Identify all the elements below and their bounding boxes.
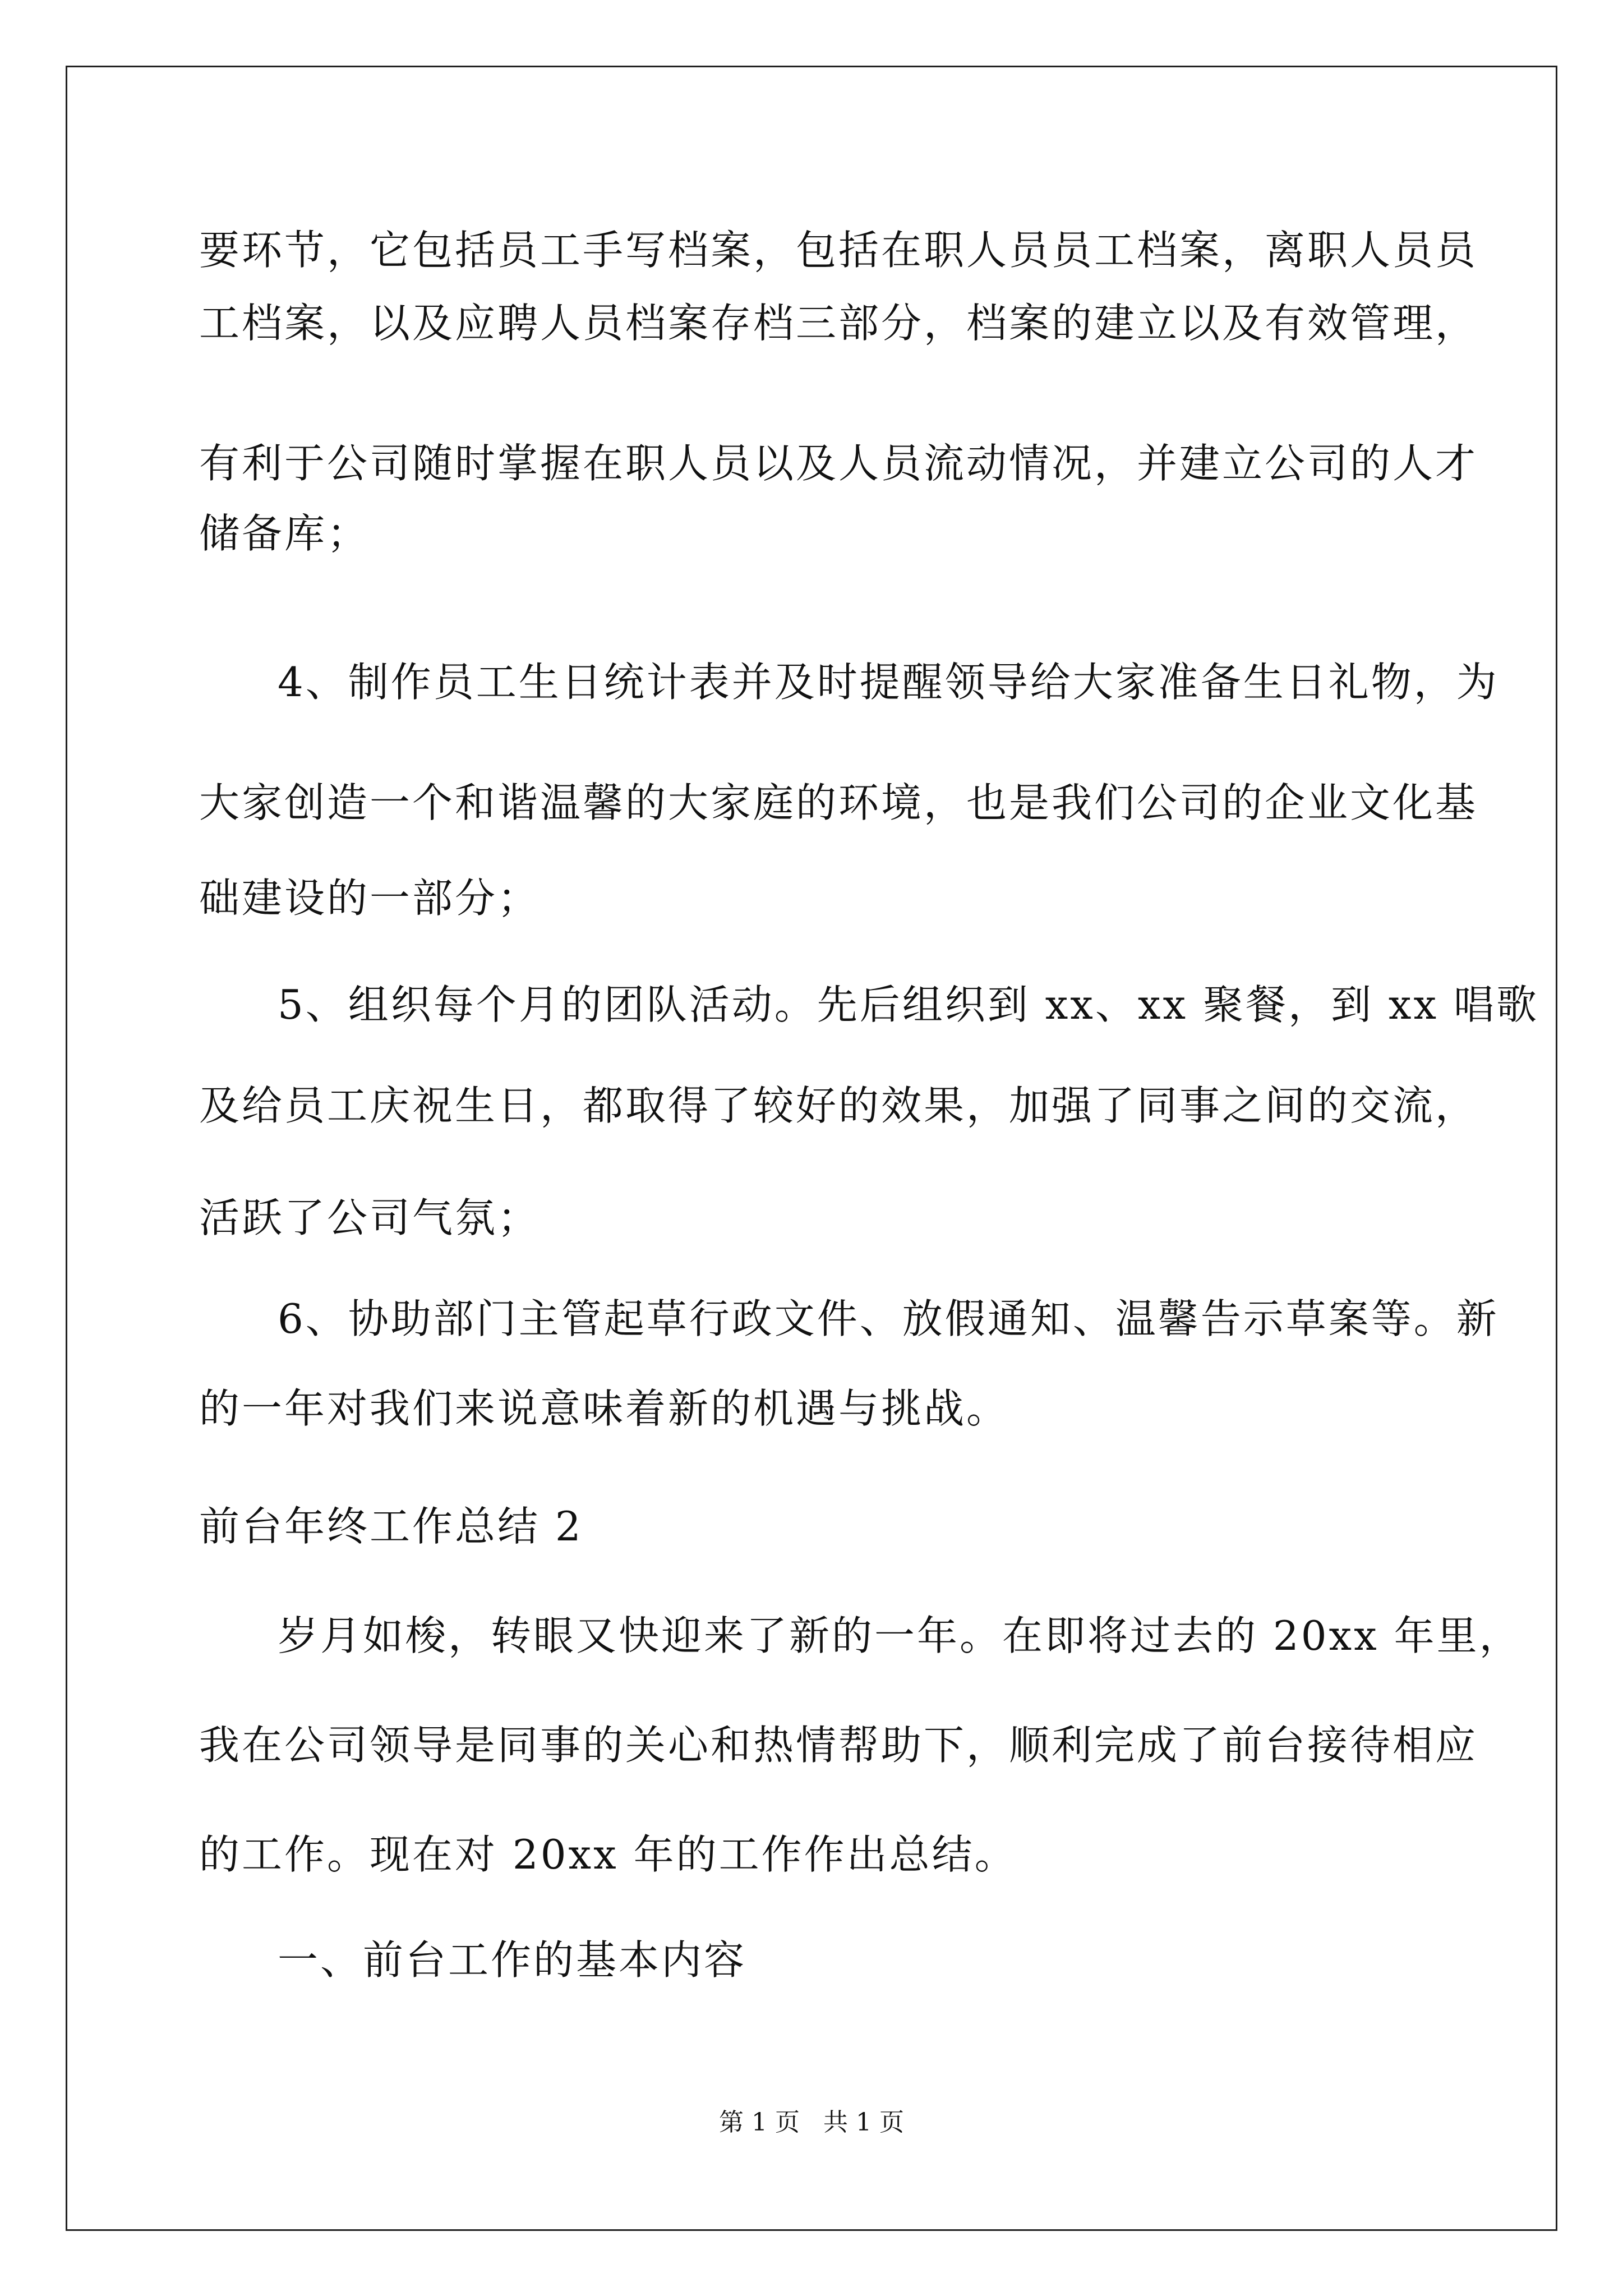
- list-item-4: 4、制作员工生日统计表并及时提醒领导给大家准备生日礼物，为: [278, 659, 1499, 706]
- list-item-6: 6、协助部门主管起草行政文件、放假通知、温馨告示草案等。新: [278, 1295, 1499, 1342]
- subsection-heading: 一、前台工作的基本内容: [278, 1936, 747, 1984]
- page-border: [66, 66, 1557, 2231]
- body-text-line: 储备库；: [199, 510, 370, 557]
- list-item-5: 5、组织每个月的团队活动。先后组织到 xx、xx 聚餐，到 xx 唱歌: [278, 981, 1539, 1028]
- section-title: 前台年终工作总结 2: [199, 1503, 583, 1550]
- body-text-line: 及给员工庆祝生日，都取得了较好的效果，加强了同事之间的交流，: [199, 1082, 1478, 1129]
- body-text-line: 要环节，它包括员工手写档案，包括在职人员员工档案，离职人员员: [199, 227, 1478, 274]
- body-text-line: 的一年对我们来说意味着新的机遇与挑战。: [199, 1385, 1009, 1432]
- paragraph-start: 岁月如梭，转眼又快迎来了新的一年。在即将过去的 20xx 年里，: [278, 1612, 1522, 1659]
- body-text-line: 工档案，以及应聘人员档案存档三部分，档案的建立以及有效管理，: [199, 300, 1478, 347]
- body-text-line: 活跃了公司气氛；: [199, 1194, 541, 1241]
- body-text-line: 有利于公司随时掌握在职人员以及人员流动情况，并建立公司的人才: [199, 440, 1478, 487]
- body-text-line: 大家创造一个和谐温馨的大家庭的环境，也是我们公司的企业文化基: [199, 779, 1478, 826]
- body-text-line: 础建设的一部分；: [199, 875, 541, 922]
- body-text-line: 我在公司领导是同事的关心和热情帮助下，顺利完成了前台接待相应: [199, 1722, 1478, 1769]
- page-footer: 第 1 页 共 1 页: [719, 2108, 904, 2137]
- body-text-line: 的工作。现在对 20xx 年的工作作出总结。: [199, 1831, 1017, 1878]
